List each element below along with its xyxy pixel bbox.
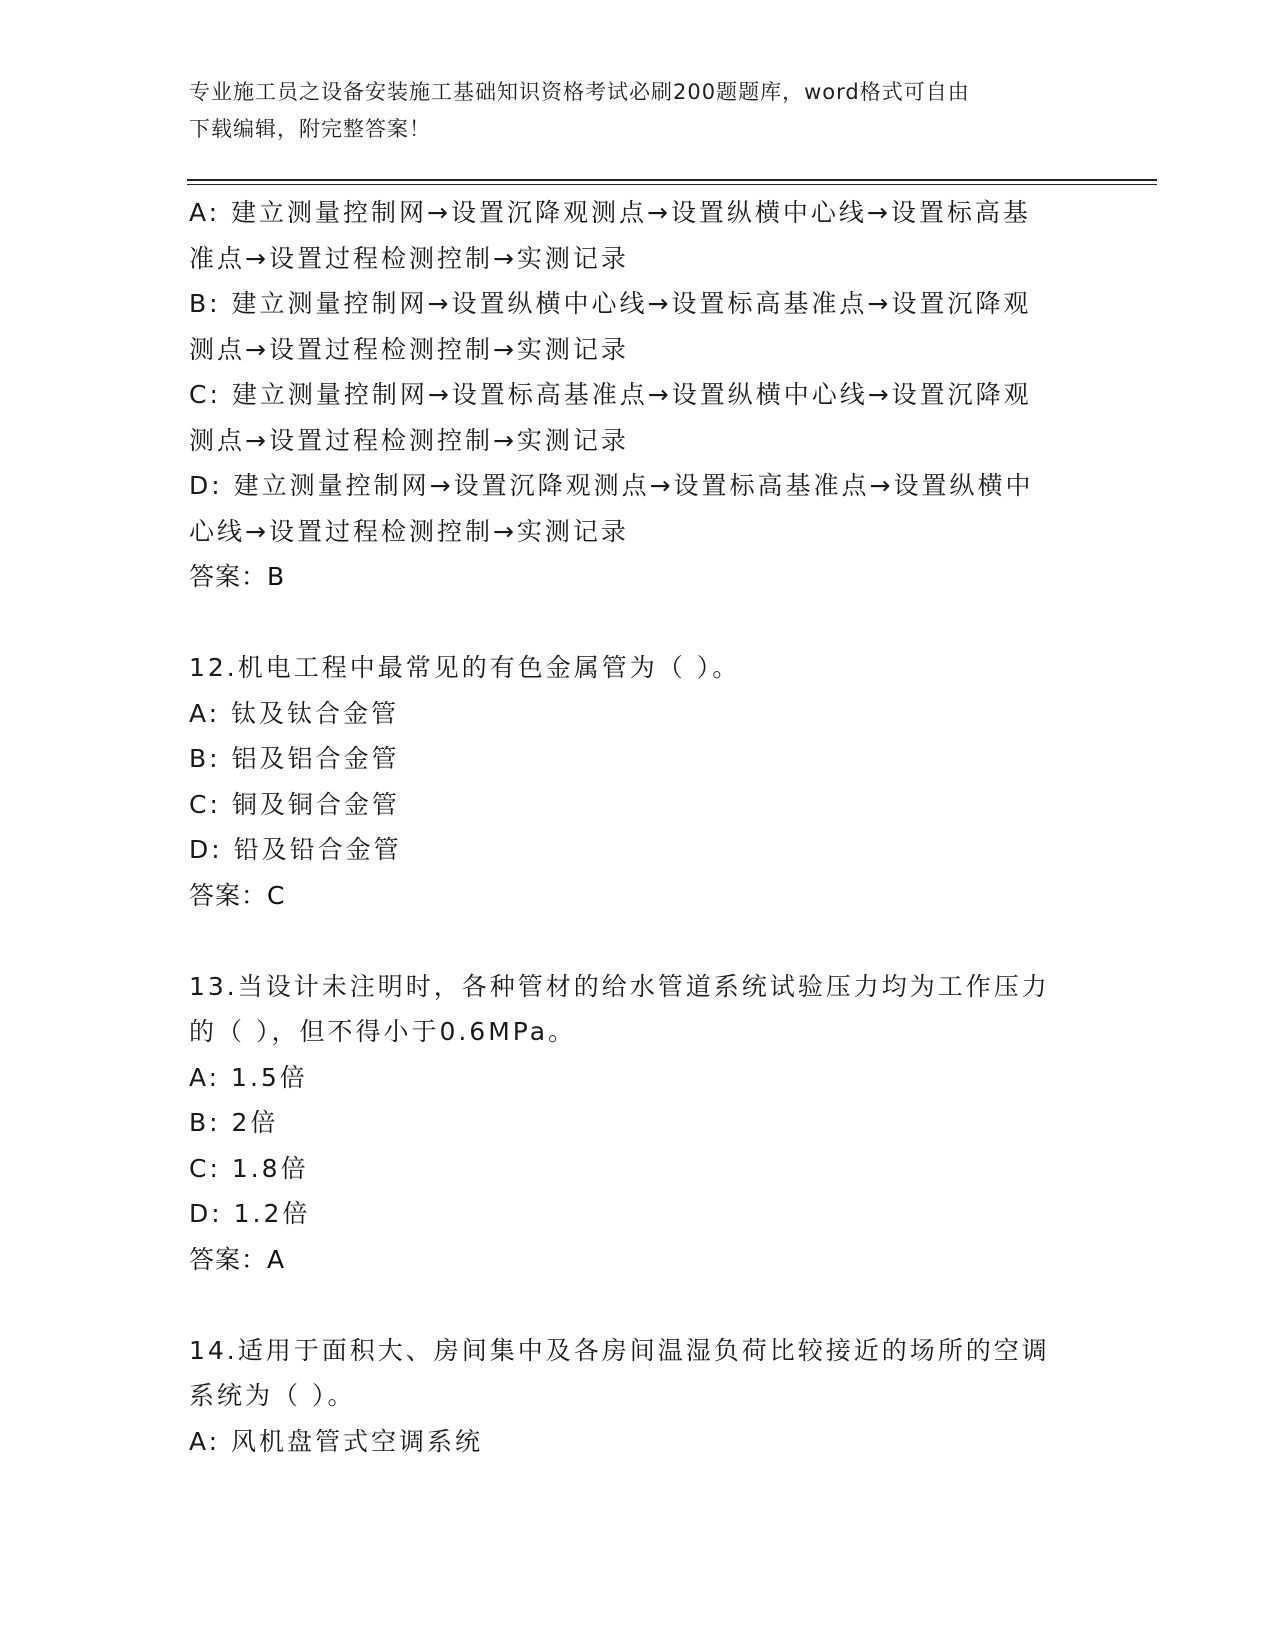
q13-option-b: B: 2倍 <box>189 1108 279 1137</box>
q12-option-c: C: 铜及铜合金管 <box>189 789 400 819</box>
q11-option-d-line-2: 心线→设置过程检测控制→实测记录 <box>189 516 629 546</box>
q11-option-c-line-1: C: 建立测量控制网→设置标高基准点→设置纵横中心线→设置沉降观 <box>189 380 1032 409</box>
q14-option-a: A: 风机盘管式空调系统 <box>189 1426 484 1456</box>
q13-option-c: C: 1.8倍 <box>189 1153 309 1183</box>
question-12 <box>189 645 1089 918</box>
q13-option-d: D: 1.2倍 <box>189 1199 311 1228</box>
q11-option-d-line-1: D: 建立测量控制网→设置沉降观测点→设置标高基准点→设置纵横中 <box>189 471 1034 500</box>
header-divider-thick <box>187 179 1157 181</box>
q11-answer: 答案：B <box>189 562 286 591</box>
q13-option-a: A: 1.5倍 <box>189 1062 308 1092</box>
q14-question-line-1: 14.适用于面积大、房间集中及各房间温湿负荷比较接近的场所的空调 <box>189 1335 1050 1365</box>
q12-answer: 答案：C <box>189 880 286 910</box>
q11-option-b-line-2: 测点→设置过程检测控制→实测记录 <box>189 334 629 364</box>
question-14 <box>189 1328 1089 1465</box>
q12-question-text: 12.机电工程中最常见的有色金属管为（ ）。 <box>189 653 741 682</box>
q13-question-line-2: 的（ ），但不得小于0.6MPa。 <box>189 1017 577 1046</box>
q12-option-b: B: 铝及铝合金管 <box>189 744 400 773</box>
question-content <box>189 190 1089 1464</box>
q11-option-a-line-2: 准点→设置过程检测控制→实测记录 <box>189 243 629 273</box>
spacer <box>189 918 1089 964</box>
q14-question-line-2: 系统为（ ）。 <box>189 1381 356 1410</box>
spacer <box>189 1282 1089 1328</box>
q11-option-b-line-1: B: 建立测量控制网→设置纵横中心线→设置标高基准点→设置沉降观 <box>189 289 1032 318</box>
document-header <box>189 74 1089 148</box>
header-divider-thin <box>187 184 1157 185</box>
header-line-2: 下载编辑，附完整答案！ <box>189 117 431 141</box>
q11-option-a-line-1: A: 建立测量控制网→设置沉降观测点→设置纵横中心线→设置标高基 <box>189 198 1031 227</box>
q12-option-d: D: 铅及铅合金管 <box>189 835 402 864</box>
question-11 <box>189 190 1089 600</box>
spacer <box>189 600 1089 646</box>
q11-option-c-line-2: 测点→设置过程检测控制→实测记录 <box>189 425 629 455</box>
question-13 <box>189 964 1089 1283</box>
q13-question-line-1: 13.当设计未注明时，各种管材的给水管道系统试验压力均为工作压力 <box>189 971 1050 1001</box>
q13-answer: 答案：A <box>189 1244 286 1274</box>
q12-option-a: A: 钛及钛合金管 <box>189 698 400 728</box>
header-line-1: 专业施工员之设备安装施工基础知识资格考试必刷200题题库，word格式可自由 <box>189 80 970 104</box>
